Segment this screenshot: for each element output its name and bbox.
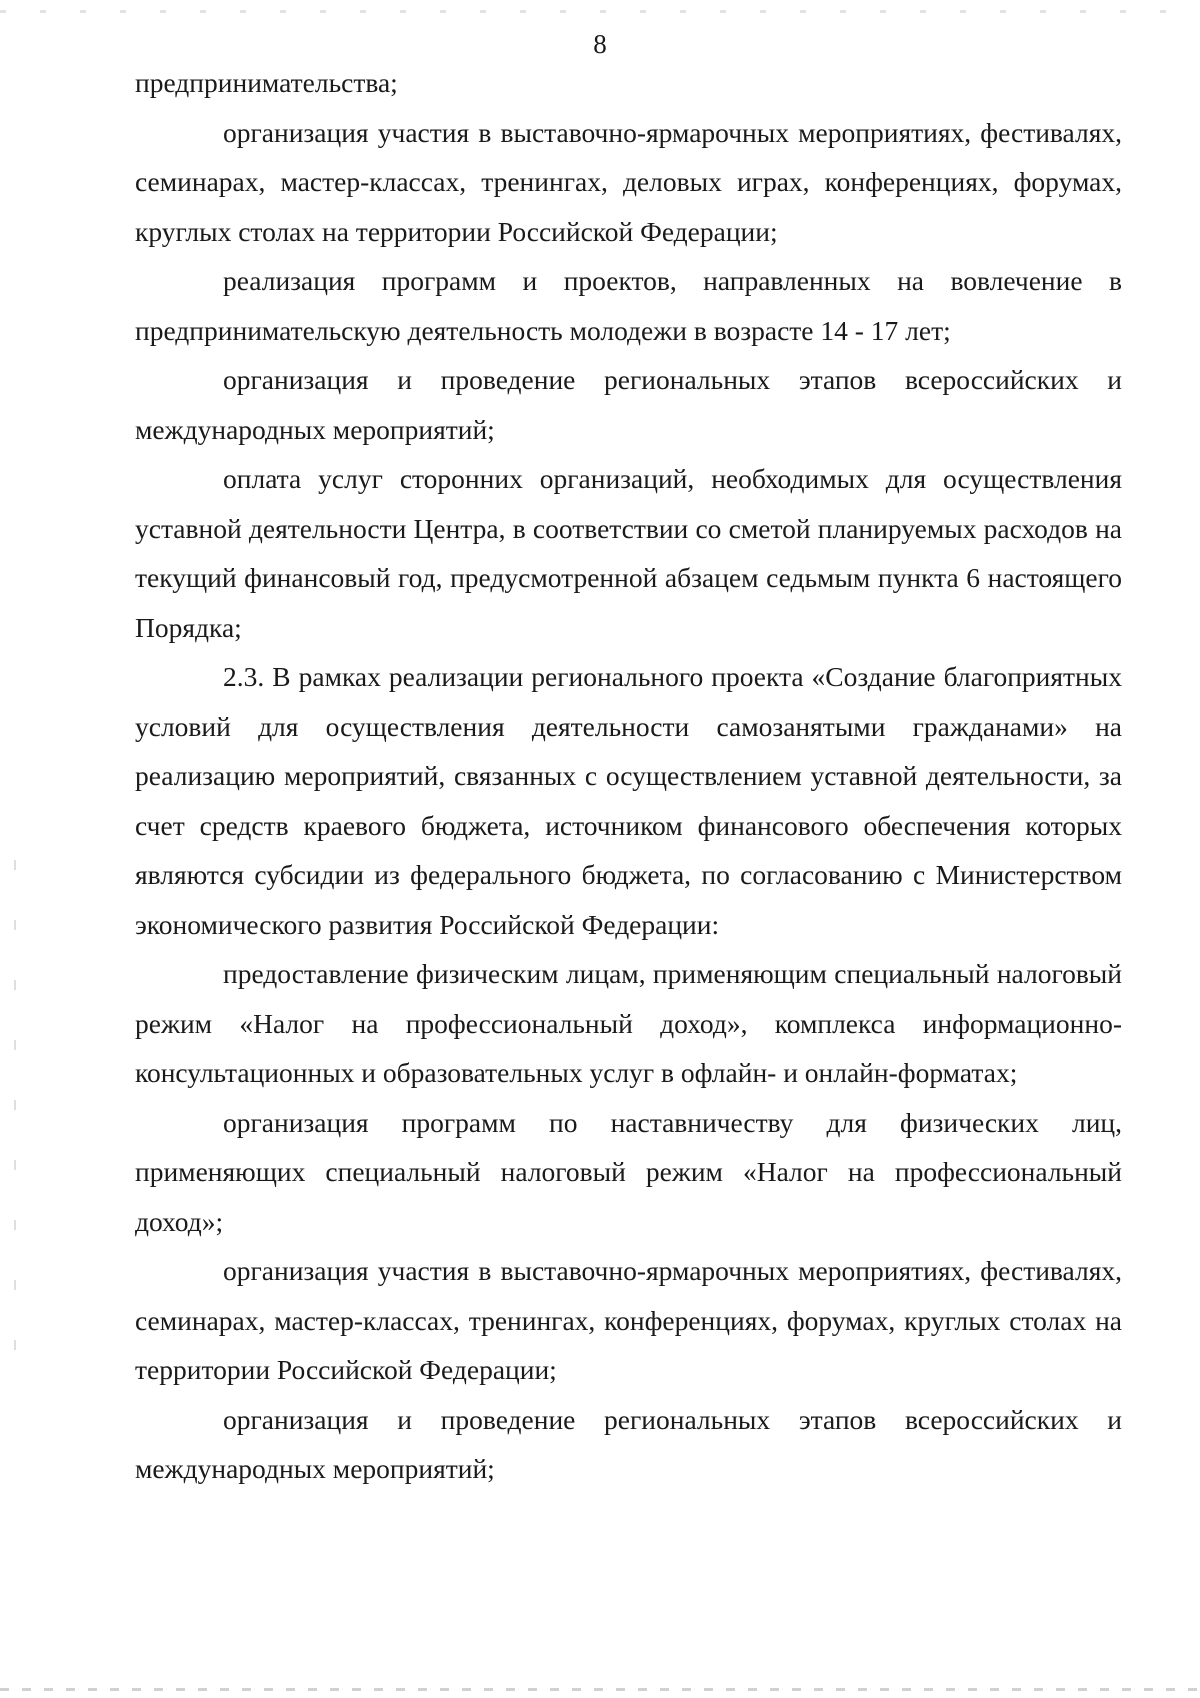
paragraph: организация и проведение региональных этапов всероссийских и международных мероприятий; xyxy=(135,364,1122,445)
paragraph: оплата услуг сторонних организаций, необходимых для осуществления уставной деятельности Центра, в соответствии со сметой планируемых расходов на текущий финансовый год, предусмотренной абзацем седьмым пункта 6 настоящего Порядка; xyxy=(135,463,1122,643)
paragraph: организация программ по наставничеству для физических лиц, применяющих специальный налоговый режим «Налог на профессиональный доход»; xyxy=(135,1106,1122,1237)
document-body xyxy=(135,58,1122,1494)
paragraph: организация участия в выставочно-ярмарочных мероприятиях, фестивалях, семинарах, мастер-классах, тренингах, деловых играх, конференциях, форумах, круглых столах на территории Российской Федерации; xyxy=(135,116,1122,247)
paragraph: организация и проведение региональных этапов всероссийских и международных мероприятий; xyxy=(135,1403,1122,1484)
paragraph: организация участия в выставочно-ярмарочных мероприятиях, фестивалях, семинарах, мастер-классах, тренингах, конференциях, форумах, круглых столах на территории Российской Федерации; xyxy=(135,1255,1122,1385)
paragraph: реализация программ и проектов, направленных на вовлечение в предпринимательскую деятельность молодежи в возрасте 14 - 17 лет; xyxy=(135,265,1122,346)
scan-artifact-left xyxy=(14,860,16,1380)
paragraph: предпринимательства; xyxy=(135,67,398,98)
section-paragraph: 2.3. В рамках реализации регионального проекта «Создание благоприятных условий для осуществления деятельности самозанятыми гражданами» на реализацию мероприятий, связанных с осуществлением уставной деятельности, за счет средств краевого бюджета, источником финансового обеспечения которых являются субсидии из федерального бюджета, по согласованию с Министерством экономического развития Российской Федерации: xyxy=(135,661,1122,940)
paragraph: предоставление физическим лицам, применяющим специальный налоговый режим «Налог на профессиональный доход», комплекса информационно-консультационных и образовательных услуг в офлайн- и онлайн-форматах; xyxy=(135,958,1122,1088)
scan-artifact-bottom xyxy=(0,1688,1200,1691)
page-number: 8 xyxy=(593,29,607,59)
scan-artifact-top xyxy=(0,10,1200,13)
